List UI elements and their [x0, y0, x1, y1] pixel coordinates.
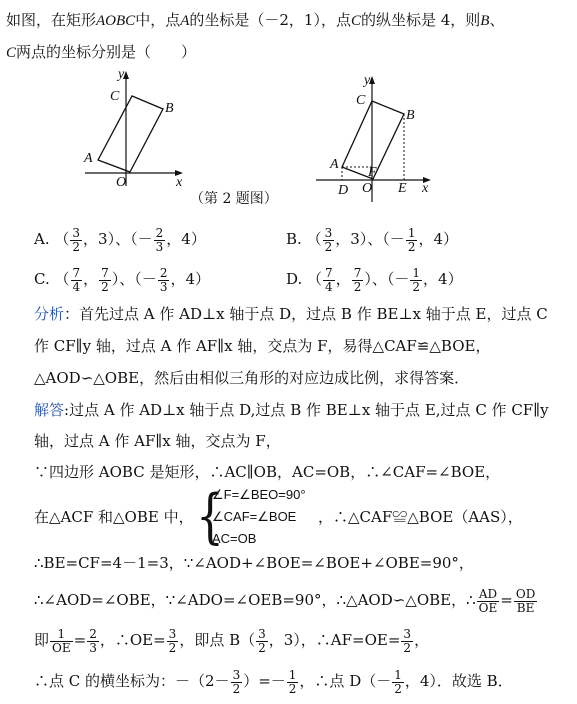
- point-c: C: [6, 45, 17, 61]
- solution-line-4-suffix: ，∴△CAF≌△BOE（AAS），: [318, 508, 523, 526]
- solution-line-2: 轴，过点 A 作 AF∥x 轴，交点为 F，: [34, 432, 281, 450]
- system-eq-3: AC=OB: [212, 531, 257, 546]
- label-x: x: [176, 175, 183, 190]
- figure-rectangle-1: [70, 68, 200, 193]
- label-c: C: [110, 89, 120, 104]
- point-b: B: [480, 13, 490, 29]
- analysis-line-1: 分析：首先过点 A 作 AD⊥x 轴于点 D，过点 B 作 BE⊥x 轴于点 E，过点 C: [34, 305, 548, 323]
- solution-tag: 解答: [34, 401, 65, 419]
- question-text: 、: [489, 11, 505, 29]
- label-y: y: [364, 73, 371, 88]
- label-o: O: [116, 175, 127, 190]
- option-a[interactable]: A. （ $\frac{3}{2}$ ，3）、（－ $\frac{2}{3}$ ，4）: [34, 225, 206, 254]
- label-b: B: [165, 101, 174, 116]
- figure-rectangle-2: [312, 72, 442, 207]
- system-eq-2: ∠CAF=∠BOE: [212, 509, 297, 524]
- question-text: 中，点: [135, 11, 181, 29]
- rect-name: AOBC: [96, 13, 136, 29]
- question-line-2: [6, 42, 196, 63]
- label-a: A: [84, 151, 93, 166]
- question-line-1: [6, 10, 504, 31]
- option-b[interactable]: B. （ $\frac{3}{2}$ ，3）、（－ $\frac{1}{2}$ ，4）: [286, 225, 459, 254]
- label-b: B: [406, 108, 415, 123]
- analysis-line-3: △AOD∽△OBE，然后由相似三角形的对应边成比例，求得答案．: [34, 369, 470, 387]
- rectangle-aobc: [98, 96, 163, 172]
- option-d[interactable]: D. （ $\frac{7}{4}$ ， $\frac{7}{2}$ ）、（－ $\frac{1}{2}$ ，4）: [286, 265, 463, 294]
- label-e: E: [398, 181, 407, 196]
- label-f: F: [368, 165, 377, 180]
- solution-line-3: ∵四边形 AOBC 是矩形，∴AC∥OB，AC=OB，∴∠CAF=∠BOE，: [34, 463, 501, 481]
- solution-line-6: ∴∠AOD=∠OBE，∵∠ADO=∠OEB=90°，∴△AOD∽△OBE，∴ $\frac{AD}{OE}$ = $\frac{OD}{BE}$: [34, 586, 536, 615]
- question-text: 的纵坐标是 4，则: [360, 11, 481, 29]
- label-y: y: [118, 68, 125, 82]
- system-brace: {: [196, 482, 224, 552]
- question-text: 如图，在矩形: [6, 11, 97, 29]
- system-eq-1: ∠F=∠BEO=90°: [212, 487, 306, 502]
- figure-caption: （第 2 题图）: [190, 191, 278, 207]
- solution-line-4-prefix: 在△ACF 和△OBE 中，: [34, 508, 194, 526]
- analysis-tag: 分析: [34, 305, 65, 323]
- point-a: A: [180, 13, 190, 29]
- option-c[interactable]: C. （ $\frac{7}{4}$ ， $\frac{7}{2}$ ）、（－ $\frac{2}{3}$ ，4）: [34, 265, 211, 294]
- point-c: C: [350, 13, 361, 29]
- label-x: x: [422, 181, 429, 196]
- solution-line-1: 解答:过点 A 作 AD⊥x 轴于点 D,过点 B 作 BE⊥x 轴于点 E,过点 C 作 CF∥y: [34, 401, 549, 419]
- label-d: D: [338, 183, 349, 198]
- label-a: A: [330, 157, 339, 172]
- question-text: 两点的坐标分别是（ ）: [16, 43, 197, 61]
- analysis-line-2: 作 CF∥y 轴，过点 A 作 AF∥x 轴，交点为 F，易得△CAF≌△BOE，: [34, 337, 491, 355]
- solution-line-8: ∴点 C 的横坐标为：－（2－ $\frac{3}{2}$ ）=－ $\frac{1}{2}$ ，∴点 D（－ $\frac{1}{2}$ ，4）．故选 B．: [34, 667, 513, 696]
- solution-line-7: 即 $\frac{1}{OE}$ = $\frac{2}{3}$ ，∴OE= $\frac{3}{2}$ ，即点 B（ $\frac{3}{2}$ ，3），∴AF=OE= $\frac{3}{2}$ ，: [34, 626, 430, 655]
- question-text: 的坐标是（－2，1），点: [189, 11, 351, 29]
- label-o: O: [362, 181, 373, 196]
- solution-line-5: ∴BE=CF=4－1=3，∵∠AOD+∠BOE=∠BOE+∠OBE=90°，: [34, 554, 474, 572]
- label-c: C: [356, 93, 366, 108]
